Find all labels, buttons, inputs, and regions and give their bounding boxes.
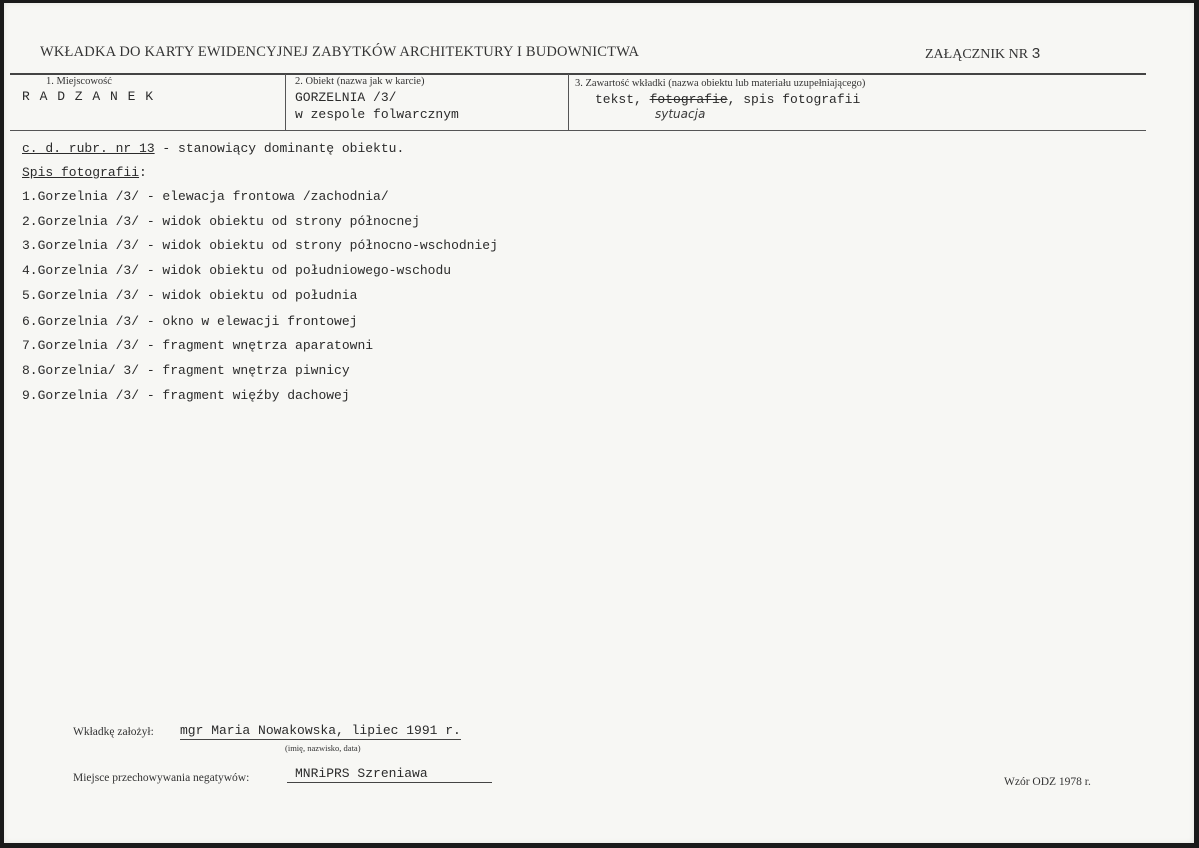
object-value-line2: w zespole folwarcznym — [295, 107, 459, 122]
content-value — [595, 92, 860, 107]
locality-value: R A D Z A N E K — [22, 89, 155, 104]
photo-list-item: 2.Gorzelnia /3/ - widok obiektu od strony północnej — [22, 214, 420, 229]
annex-label-text: ZAŁĄCZNIK NR — [925, 47, 1029, 62]
photo-list-item: 4.Gorzelnia /3/ - widok obiektu od południowego-wschodu — [22, 263, 452, 278]
bottom-rule — [10, 130, 1146, 131]
annex-number: 3 — [1031, 46, 1041, 63]
storage-label: Miejsce przechowywania negatywów: — [73, 772, 250, 784]
content-value-post: , spis fotografii — [727, 92, 861, 107]
photo-list-item: 5.Gorzelnia /3/ - widok obiektu od południa — [22, 288, 358, 303]
author-label: Wkładkę założył: — [73, 726, 154, 738]
card-title: WKŁADKA DO KARTY EWIDENCYJNEJ ZABYTKÓW ARCHITEKTURY I BUDOWNICTWA — [40, 44, 640, 60]
photo-list-heading-colon: : — [139, 165, 147, 180]
object-label: 2. Obiekt (nazwa jak w karcie) — [295, 76, 425, 87]
photo-list-heading — [22, 165, 147, 180]
content-label: 3. Zawartość wkładki (nazwa obiektu lub materiału uzupełniającego) — [575, 78, 866, 89]
photo-list-heading-text: Spis fotografii — [22, 165, 140, 180]
content-value-pre: tekst, — [595, 92, 650, 107]
storage-value — [287, 766, 492, 783]
photo-list-item: 8.Gorzelnia/ 3/ - fragment wnętrza piwnicy — [22, 363, 350, 378]
author-value: mgr Maria Nowakowska, lipiec 1991 r. — [180, 723, 461, 738]
column-divider-2 — [568, 74, 569, 130]
photo-list-item: 9.Gorzelnia /3/ - fragment więźby dachowej — [22, 388, 350, 403]
object-value-line1: GORZELNIA /3/ — [295, 90, 397, 105]
annex-label — [925, 46, 1041, 63]
rubric-reference: c. d. rubr. nr 13 — [22, 141, 155, 156]
continuation-text: - stanowiący dominantę obiektu. — [154, 141, 405, 156]
author-caption: (imię, nazwisko, data) — [285, 743, 361, 753]
form-identifier: Wzór ODZ 1978 r. — [1004, 776, 1091, 788]
top-rule — [10, 73, 1146, 75]
photo-list-item: 3.Gorzelnia /3/ - widok obiektu od strony północno-wschodniej — [22, 238, 498, 253]
storage-value-text: MNRiPRS Szreniawa — [295, 766, 428, 781]
photo-list-item: 7.Gorzelnia /3/ - fragment wnętrza aparatowni — [22, 338, 374, 353]
photo-list-item: 6.Gorzelnia /3/ - okno w elewacji frontowej — [22, 314, 358, 329]
inventory-card — [4, 3, 1194, 843]
continuation-line — [22, 141, 404, 156]
locality-label: 1. Miejscowość — [46, 76, 112, 87]
content-handwritten-note: sytuacja — [655, 107, 706, 121]
photo-list-item: 1.Gorzelnia /3/ - elewacja frontowa /zachodnia/ — [22, 189, 389, 204]
content-value-struck: fotografie — [649, 92, 728, 107]
column-divider-1 — [285, 74, 286, 130]
